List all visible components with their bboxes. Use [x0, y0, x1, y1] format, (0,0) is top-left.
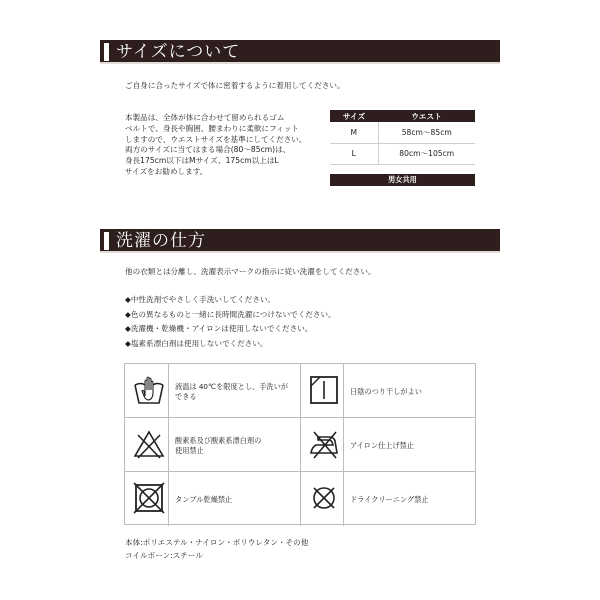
- size-cell: M: [330, 122, 378, 143]
- care-label-line: できる: [175, 392, 197, 401]
- care-cell-no-dry-clean: [300, 472, 476, 526]
- list-item: ◆洗濯機・乾燥機・アイロンは使用しないでください。: [125, 324, 313, 333]
- size-description: [125, 112, 307, 177]
- header-accent-bar: [104, 232, 109, 250]
- cell-divider: [168, 364, 169, 417]
- shade-hang-dry-icon: [306, 372, 342, 408]
- size-intro-text: ご自身に合ったサイズで体に密着するように着用してください。: [125, 81, 345, 90]
- cell-divider: [168, 472, 169, 526]
- care-label: [175, 436, 261, 456]
- care-label: [350, 441, 414, 451]
- material-line: コイルボーン:スチール: [125, 550, 203, 560]
- care-cell-shade-dry: [300, 364, 476, 418]
- care-label-line: タンブル乾燥禁止: [175, 495, 233, 504]
- size-description-line: ベルトで、身長や胸囲、腰まわりに柔軟にフィット: [125, 123, 299, 133]
- list-item: ◆塩素系漂白剤は使用しないでください。: [125, 338, 268, 348]
- no-tumble-dry-icon: [131, 480, 167, 516]
- cell-divider: [343, 472, 344, 526]
- care-label-line: 液温は 40℃を限度とし、手洗いが: [175, 382, 288, 391]
- no-dry-clean-icon: [306, 480, 342, 516]
- size-description-line: 本製品は、全体が体に合わせて留められるゴム: [125, 113, 285, 122]
- care-label-line: 使用禁止: [175, 446, 204, 455]
- cell-divider: [168, 418, 169, 471]
- size-section-title: サイズについて: [116, 42, 241, 62]
- size-description-line: しますので、ウエストサイズを基準にしてください。: [125, 134, 307, 144]
- table-row: [330, 143, 475, 164]
- care-label-line: アイロン仕上げ禁止: [350, 441, 415, 450]
- wash-intro-text: 他の衣類とは分離し、洗濯表示マークの指示に従い洗濯をしてください。: [125, 267, 376, 276]
- size-description-line: 両方のサイズに当てはまる場合(80～85cm)は、: [125, 145, 291, 155]
- no-bleach-icon: [131, 426, 167, 462]
- material-info: [125, 537, 308, 562]
- wash-section-title: 洗濯の仕方: [116, 231, 206, 251]
- wash-section-header: [100, 229, 500, 253]
- wash-instructions: [125, 294, 336, 352]
- care-cell-no-bleach: [125, 418, 301, 472]
- care-label: [350, 495, 429, 505]
- care-label-line: 日陰のつり干しがよい: [350, 387, 422, 396]
- size-table-header-row: [330, 110, 475, 122]
- waist-column-header: ウエスト: [378, 110, 475, 122]
- list-item: ◆中性洗剤でやさしく手洗いしてください。: [125, 295, 276, 304]
- size-section-header: [100, 40, 500, 64]
- care-label-line: ドライクリーニング禁止: [350, 495, 429, 504]
- size-column-header: サイズ: [330, 110, 378, 122]
- table-row: [330, 122, 475, 143]
- size-table: [330, 110, 475, 165]
- care-label: [175, 495, 232, 505]
- size-description-line: サイズをお勧めします。: [125, 166, 208, 176]
- care-label-line: 酸素系及び酸素系漂白剤の: [175, 436, 262, 445]
- no-iron-icon: [306, 426, 342, 462]
- care-cell-hand-wash: [125, 364, 301, 418]
- waist-cell: 80cm～105cm: [378, 143, 475, 164]
- list-item: ◆色の異なるものと一緒に長時間洗濯につけないでください。: [125, 309, 336, 319]
- size-description-line: 身長175cm以下はMサイズ、175cm以上はL: [125, 156, 279, 166]
- cell-divider: [343, 364, 344, 417]
- care-symbols-grid: [124, 363, 476, 525]
- waist-cell: 58cm～85cm: [378, 122, 475, 143]
- care-cell-no-iron: [300, 418, 476, 472]
- care-label: [350, 387, 422, 397]
- cell-divider: [343, 418, 344, 471]
- hand-wash-icon: [131, 372, 167, 408]
- size-cell: L: [330, 143, 378, 164]
- header-accent-bar: [104, 43, 109, 61]
- material-line: 本体:ポリエステル・ナイロン・ポリウレタン・その他: [125, 538, 309, 547]
- care-cell-no-tumble-dry: [125, 472, 301, 526]
- care-label: [175, 382, 288, 402]
- unisex-label: 男女共用: [330, 174, 475, 186]
